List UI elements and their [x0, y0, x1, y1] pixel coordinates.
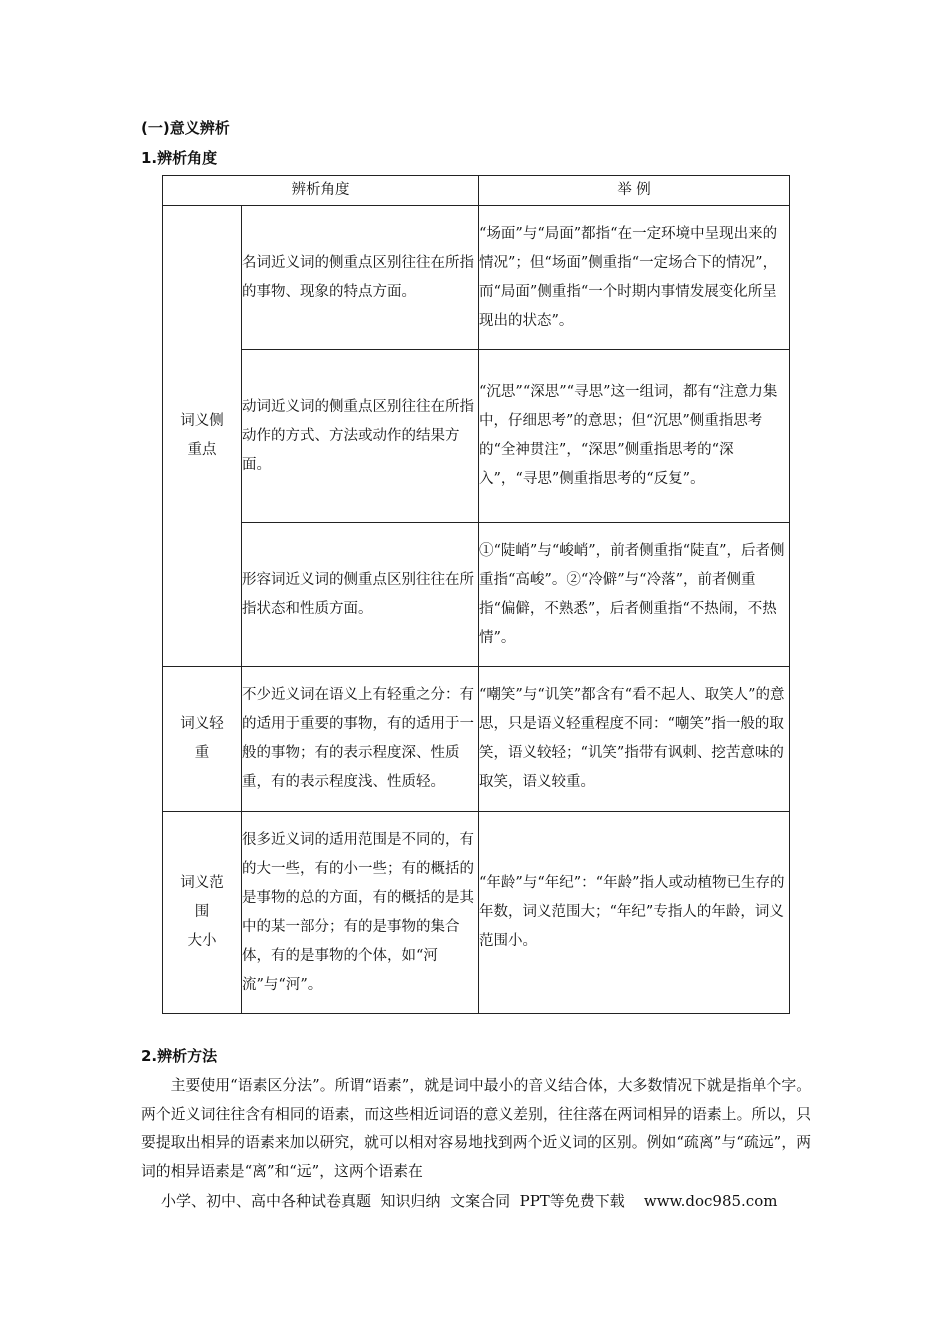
- subheading-angles: 1.辨析角度: [141, 149, 218, 167]
- example-cell: ①“陡峭”与“峻峭”，前者侧重指“陡直”，后者侧重指“高峻”。②“冷僻”与“冷落”，前者侧重指“偏僻，不熟悉”，后者侧重指“不热闹，不热情”。: [479, 523, 790, 667]
- example-cell: “年龄”与“年纪”：“年龄”指人或动植物已生存的年数，词义范围大；“年纪”专指人的年龄，词义范围小。: [479, 812, 790, 1014]
- header-angle: 辨析角度: [163, 176, 479, 206]
- category-cell: 词义轻 重: [163, 667, 242, 812]
- analysis-table: [162, 175, 790, 1014]
- table-header-row: [163, 176, 790, 206]
- desc-cell: 不少近义词在语义上有轻重之分：有的适用于重要的事物，有的适用于一般的事物；有的表示程度深、性质重，有的表示程度浅、性质轻。: [242, 667, 479, 812]
- page-footer: 小学、初中、高中各种试卷真题 知识归纳 文案合同 PPT等免费下载 www.doc985.com: [161, 1192, 778, 1210]
- category-cell: 词义范 围 大小: [163, 812, 242, 1014]
- desc-cell: 形容词近义词的侧重点区别往往在所指状态和性质方面。: [242, 523, 479, 667]
- category-cell: 词义侧 重点: [163, 206, 242, 667]
- table-row: [163, 206, 790, 350]
- desc-cell: 动词近义词的侧重点区别往往在所指动作的方式、方法或动作的结果方面。: [242, 350, 479, 523]
- desc-cell: 名词近义词的侧重点区别往往在所指的事物、现象的特点方面。: [242, 206, 479, 350]
- table-row: [163, 523, 790, 667]
- table-row: [163, 812, 790, 1014]
- subheading-method: 2.辨析方法: [141, 1047, 218, 1065]
- method-paragraph: 主要使用“语素区分法”。所谓“语素”，就是词中最小的音义结合体，大多数情况下就是指单个字。两个近义词往往含有相同的语素，而这些相近词语的意义差别，往往落在两词相异的语素上。所以，只要提取出相异的语素来加以研究，就可以相对容易地找到两个近义词的区别。例如“疏离”与“疏远”，两词的相异语素是“离”和“远”，这两个语素在: [141, 1077, 811, 1180]
- example-cell: “场面”与“局面”都指“在一定环境中呈现出来的情况”；但“场面”侧重指“一定场合下的情况”，而“局面”侧重指“一个时期内事情发展变化所呈现出的状态”。: [479, 206, 790, 350]
- table-row: [163, 667, 790, 812]
- example-cell: “嘲笑”与“讥笑”都含有“看不起人、取笑人”的意思，只是语义轻重程度不同：“嘲笑”指一般的取笑，语义较轻；“讥笑”指带有讽刺、挖苦意味的取笑，语义较重。: [479, 667, 790, 812]
- header-example: 举 例: [479, 176, 790, 206]
- table-row: [163, 350, 790, 523]
- section-heading: (一)意义辨析: [141, 119, 230, 137]
- example-cell: “沉思”“深思”“寻思”这一组词，都有“注意力集中，仔细思考”的意思；但“沉思”侧重指思考的“全神贯注”，“深思”侧重指思考的“深入”，“寻思”侧重指思考的“反复”。: [479, 350, 790, 523]
- desc-cell: 很多近义词的适用范围是不同的，有的大一些，有的小一些；有的概括的是事物的总的方面，有的概括的是其中的某一部分；有的是事物的集合体，有的是事物的个体，如“河流”与“河”。: [242, 812, 479, 1014]
